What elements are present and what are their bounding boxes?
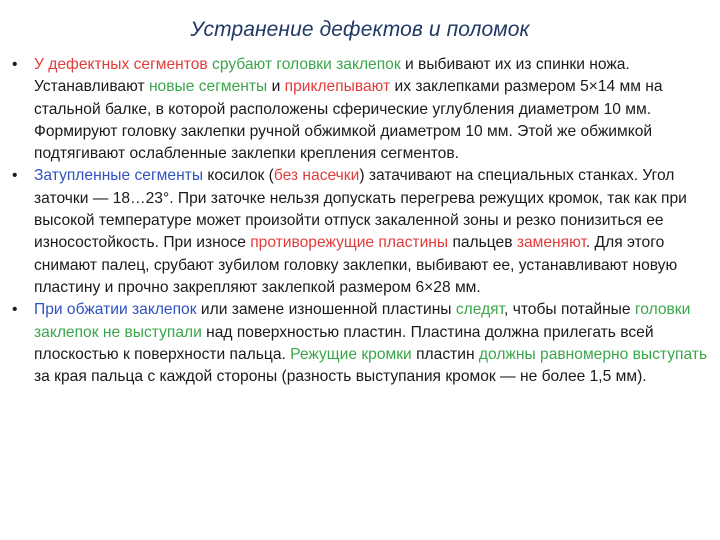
highlighted-phrase: новые сегменты: [148, 78, 268, 96]
bullet-text: [34, 56, 663, 162]
highlighted-phrase: Режущие кромки: [290, 345, 412, 363]
highlighted-phrase: приклепывают: [284, 78, 391, 96]
highlighted-phrase: При обжатии заклепок: [34, 301, 197, 319]
text-run: , чтобы потайные: [504, 301, 635, 319]
highlighted-phrase: заменяют: [516, 234, 586, 252]
text-run: и выбивают их из спинки ножа. Устанавливают: [34, 56, 630, 96]
highlighted-phrase: должны равномерно выступать: [478, 345, 708, 363]
highlighted-phrase: срубают головки заклепок: [212, 56, 401, 73]
text-run: косилок (: [203, 167, 274, 185]
highlighted-phrase: следят: [455, 301, 505, 319]
text-run: над поверхностью пластин. Пластина должна прилегать всей плоскостью к поверхности пальца.: [34, 323, 654, 363]
highlighted-phrase: У дефектных сегментов: [34, 56, 208, 73]
bullet-item: [12, 165, 716, 299]
text-run: ) затачивают на специальных станках. Угол заточки — 18…23°. При заточке нельзя допускать перегрева режущих кромок, так как при высокой температуре может произойти отпуск закаленной зоны и резко понизиться ее износостойкость. При износе: [34, 167, 687, 252]
bullet-marker: •: [12, 167, 18, 185]
text-run: их заклепками размером 5×14 мм на стальной балке, в которой расположены сферические углубления диаметром 10 мм. Формируют головку заклепки ручной обжимкой диаметром 10 мм. Этой же обжимкой подтягивают ослабленные заклепки крепления сегментов.: [34, 78, 663, 163]
text-run: и: [267, 78, 285, 96]
slide-title: Устранение дефектов и поломок: [190, 18, 530, 41]
text-run: пластин: [411, 345, 479, 363]
highlighted-phrase: Затупленные сегменты: [34, 167, 204, 185]
text-run: пальцев: [448, 234, 517, 252]
text-run: за края пальца с каждой стороны (разность выступания кромок — не более 1,5 мм).: [34, 368, 647, 386]
bullet-marker: •: [12, 56, 18, 73]
bullet-marker: •: [12, 301, 18, 319]
highlighted-phrase: без насечки: [273, 167, 360, 185]
bullet-list: [12, 54, 716, 388]
text-run: или замене изношенной пластины: [196, 301, 456, 319]
bullet-text: [34, 301, 707, 385]
bullet-item: [12, 54, 716, 165]
text-run: . Для этого снимают палец, срубают зубилом головку заклепки, выбивают ее, устанавливают новую пластину и прочно закрепляют заклепкой размером 6×28 мм.: [34, 234, 678, 296]
bullet-item: [12, 299, 716, 388]
highlighted-phrase: противорежущие пластины: [250, 234, 449, 252]
bullet-text: [34, 167, 687, 295]
highlighted-phrase: головки заклепок не выступали: [34, 301, 691, 341]
